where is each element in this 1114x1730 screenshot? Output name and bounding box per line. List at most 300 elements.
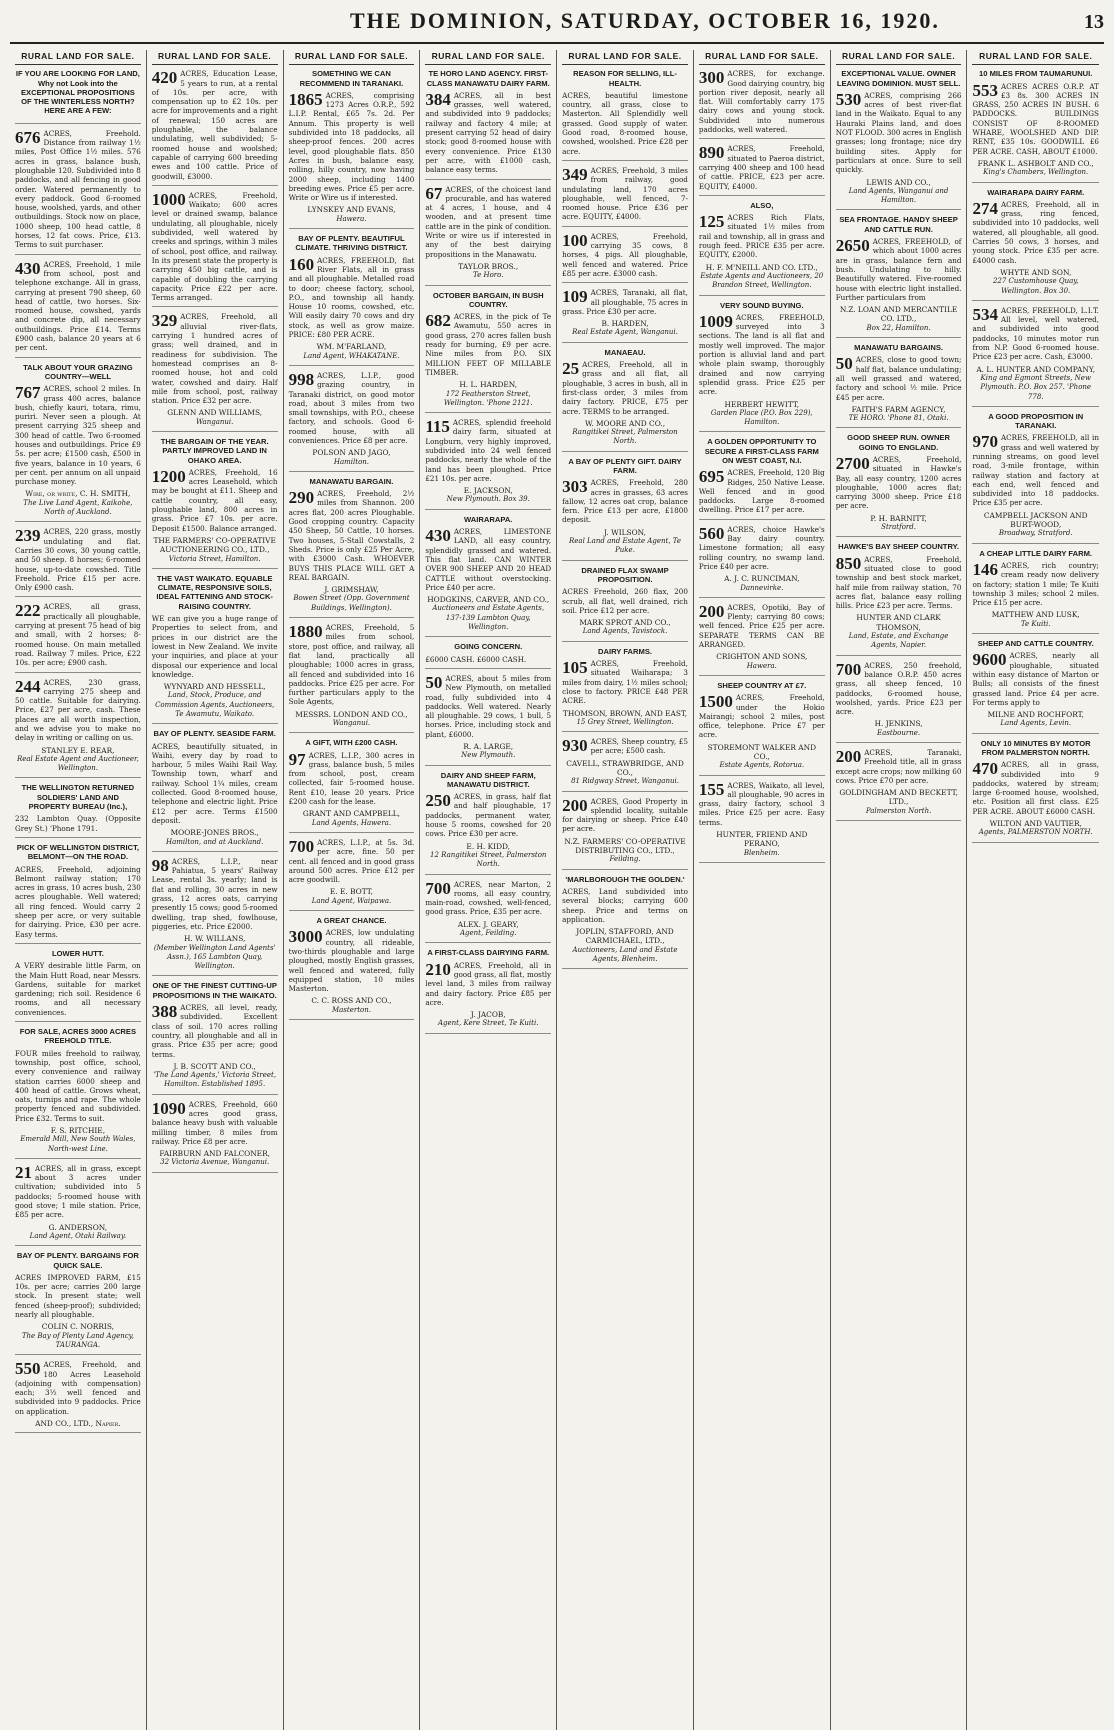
agent-address: 15 Grey Street, Wellington. [576,717,674,726]
ad-text: ACRES, FREEHOLD, of which about 1000 acres are in grass, balance fern and bush. Undulating to hilly. Beautifully watered. Five-roomed house with electric light installed. Further particulars from [835,237,962,302]
ad-heading: IF YOU ARE LOOKING FOR LAND, Why not Look into the EXCEPTIONAL PROPOSITIONS OF THE WINTERLESS NORTH? HERE ARE A FEW: [15,69,140,116]
acreage-number: 1009 [698,311,733,331]
acreage-number: 200 [562,795,588,815]
ad-heading: MANAWATU BARGAIN. [309,476,394,486]
acreage-number: 125 [698,212,725,232]
ad-body [289,91,415,203]
agent-name: E. H. KIDD, [466,841,511,851]
ad-body [152,69,278,181]
ad-body [562,360,688,416]
classified-ad [15,260,141,358]
acreage-number: 50 [425,672,443,692]
ad-body [836,661,962,717]
classified-ad [972,306,1099,407]
classified-ad [972,739,1099,843]
agent-name: TAYLOR BROS., [458,261,519,271]
acreage-number: 1865 [288,89,323,109]
ad-heading: VERY SOUND BUYING. [720,300,804,310]
classified-ad [836,748,962,821]
column-heading: RURAL LAND FOR SALE. [15,50,141,65]
ad-text: FOUR miles freehold to railway, township, post office, school, every convenience and railway station carries 6000 sheep and 400 head of cattle. Grows wheat, oats, turnips and rape. The whole property fenced and subdivided. Price £32. Terms to suit. [15,1048,141,1123]
ad-heading: 10 MILES FROM TAUMARUNUI. [979,69,1093,79]
agent-name: J. WILSON, [604,527,646,537]
ad-body [15,602,141,667]
ad-body [152,742,278,826]
ad-text: ACRES, L.I.P., near Pahiatua, 5 years' Railway Lease, rental 3s. yearly; land is flat and rolling, 30 acres in new grass, 12 acres oats, carrying presently 15 cows; good 5-roomed dwelling, trap shed, fowlhouse, piggeries, etc. Price £2000. [151,856,278,931]
acreage-number: 388 [151,1002,178,1022]
ad-heading: THE VAST WAIKATO. EQUABLE CLIMATE, RESPONSIVE SOILS, IDEAL FATTENING AND STOCK-RAISING COUNTRY. [156,573,273,611]
ad-body [15,865,141,939]
ad-body [152,312,278,405]
classified-ad [562,875,688,970]
acreage-number: 420 [151,68,178,88]
ad-text: ACRES, nearly all ploughable, situated within easy distance of Marton or Bulls; all consists of the finest grassed land. Price £4 per acre. For terms apply to [972,651,1099,707]
ad-text: ACRES, Freehold, all in grass, ring fenced, subdivided into 10 paddocks, well watered, all ploughable, all good. Carries 50 cows, 3 horses, and young stock. Price £35 per acre. £4000 cash. [972,199,1099,265]
agent-name: C. C. ROSS AND CO., [311,996,392,1006]
classified-ad [289,916,415,1020]
ad-text: ACRES IMPROVED FARM, £15 10s. per acre; carries 200 large stock. In present state; well fenced (sheep-proof); subdivided; nearly all ploughable. [15,1272,141,1320]
ad-text: ACRES, all in best grasses, well watered, and subdivided into 9 paddocks; railway and factory 4 mile; at present carrying 52 head of dairy stock; good 8-roomed house with every convenience. Price £130 per acre, with £1000 cash, balance easy terms. [425,90,552,175]
ad-text: ACRES, Freehold, situated close to good township and best stock market, half mile from railway station, 70 acres flat, balance easy rolling hills. Price £23 per acre. Terms. [835,554,962,611]
ad-body [699,144,825,190]
classified-ad [425,674,551,766]
acreage-number: 3000 [288,927,323,947]
classified-ad [425,642,551,669]
acreage-number: 146 [972,559,998,579]
ad-heading: MANAEAU. [604,347,646,357]
ad-body [972,200,1099,265]
acreage-number: 115 [425,417,450,437]
agent-address: Stratford. [881,523,916,532]
agent-name: HODGKINS, CARVER, AND CO., [427,595,550,605]
ad-body [972,651,1099,707]
agent-name: WHYTE AND SON, [1000,267,1072,277]
page-number: 13 [1084,11,1104,33]
ad-text: ACRES, Sheep country, £5 per acre; £500 cash. [590,737,688,756]
ad-text: ACRES, Taranaki, all flat, all ploughable, 75 acres in grass. Price £30 per acre. [562,288,688,316]
classified-ad [836,215,962,338]
agent-name: JOPLIN, STAFFORD, AND CARMICHAEL, LTD., [576,927,674,946]
acreage-number: 553 [972,80,998,100]
agent-name: MESSRS. LONDON AND CO., [295,709,408,719]
agent-name: COLIN C. NORRIS, [41,1322,114,1332]
agent-name: P. H. BARNITT, [870,513,927,523]
classified-ad [562,647,688,732]
ad-heading: A GOLDEN OPPORTUNITY TO SECURE A FIRST-CLASS FARM ON WEST COAST, N.I. [704,437,819,465]
ad-heading: TE HORO LAND AGENCY. FIRST-CLASS MANAWATU DAIRY FARM. [426,69,550,88]
ad-heading: BAY OF PLENTY. SEASIDE FARM. [153,729,276,739]
ad-body [425,961,551,1007]
acreage-number: 930 [562,736,588,756]
ad-body [699,693,825,739]
agent-address: Land Agent, Otaki Railway. [29,1231,127,1240]
agent-name: HERBERT HEWITT, [724,399,800,409]
classified-ad [836,343,962,428]
agent-address: New Plymouth. [461,751,516,760]
classified-ad [699,437,825,519]
ad-text: ACRES Freehold, 260 flax, 200 scrub, all flat, well drained, rich soil. Price £12 per acre. [562,587,688,615]
ad-heading: 'MARLBOROUGH THE GOLDEN.' [565,874,685,884]
agent-address: Real Estate Agent, Wanganui. [572,328,678,337]
classified-ad [15,1360,141,1433]
agent-name: ALEX. J. GEARY, [457,919,519,929]
classified-ad [425,771,551,875]
agent-name: POLSON AND JAGO, [312,448,391,458]
ad-body [15,961,141,1017]
ad-body [972,306,1099,362]
agent-name: STANLEY E. REAR, [41,745,115,755]
agent-name: CAMPBELL JACKSON AND BURT-WOOD, [983,510,1088,530]
ad-text: ACRES, school 2 miles. In grass 400 acres, balance bush, chiefly kauri, totara, rimu, puriri. Never seen a plough. At present carrying 325 sheep and 300 head of cattle. Two 6-roomed houses and outbuildings. Price £9 5s. per acre; £1500 cash, £500 in five years, balance in 10 years, 6 per cent. per annum on all unpaid purchase money. [15,384,141,487]
agent-name: WM. M'FARLAND, [316,342,387,352]
ad-heading: GOOD SHEEP RUN. OWNER GOING TO ENGLAND. [847,433,950,452]
ad-body [836,237,962,302]
acreage-number: 430 [15,258,41,278]
classified-ad [425,69,551,179]
classified-ad [15,1251,141,1355]
column-heading: RURAL LAND FOR SALE. [836,50,962,65]
agent-address: Dannevirke. [740,583,784,592]
classified-ad [15,602,141,672]
acreage-number: 767 [15,383,41,403]
acreage-number: 105 [562,658,588,678]
agent-address: Hamilton. [333,457,370,466]
ad-text: ACRES, in grass, half flat and half ploughable, 17 paddocks, permanent water, house 5 rooms, cowshed for 20 cows. Price £30 per acre. [425,792,552,839]
agent-address: (Member Wellington Land Agents' Assn.), 165 Lambton Quay, Wellington. [153,943,276,971]
ad-body [15,814,141,833]
agent-name: MILNE AND ROCHFORT, [987,710,1084,720]
acreage-number: 676 [15,127,41,147]
agent-name: CRIGHTON AND SONS, [716,652,808,662]
classified-ad [562,737,688,791]
ad-heading: BAY OF PLENTY. BARGAINS FOR QUICK SALE. [16,1251,139,1270]
agent-address: Estate Agents and Auctioneers, 20 Brandon Street, Wellington. [700,271,824,290]
agent-address: Masterton. [331,1005,371,1014]
agent-address: Feilding. [609,855,641,864]
agent-address: 12 Rangitikei Street, Palmerston North. [430,850,547,869]
ad-text: ACRES, Freehold, carrying 35 cows, 8 horses, 4 pigs. All ploughable, well fenced and watered. Price £85 per acre. £3000 cash. [562,231,688,278]
agent-name: Wire, or write, C. H. SMITH, [25,489,131,499]
ad-heading: BAY OF PLENTY. BEAUTIFUL CLIMATE. THRIVING DISTRICT. [295,234,408,253]
ad-body [425,527,551,592]
ad-body [425,312,551,377]
ad-heading: THE WELLINGTON RETURNED SOLDIERS' LAND AND PROPERTY BUREAU (Inc.), [21,783,135,812]
ad-body [836,91,962,175]
classified-ad [289,623,415,733]
agent-name: H. L. HARDEN, [459,380,518,390]
acreage-number: 329 [151,311,178,331]
ad-text: WE can give you a huge range of Properties to select from, and prices in our district are the lowest in New Zealand. We invite your inquiries, and place at your disposal our experience and local knowledge. [151,614,278,679]
classified-ad [289,371,415,472]
ad-body [972,82,1099,156]
ad-body [425,418,551,483]
ad-text: ACRES, Freehold, situated to Paeroa district, carrying 400 sheep and 100 head of cattle. PRICE, £23 per acre. EQUITY, £4000. [698,144,825,191]
ad-body [152,857,278,931]
ad-text: ACRES, Freehold, 660 acres good grass, balance heavy bush with valuable milling timber, 8 miles from railway. Price £8 per acre. [151,1099,278,1146]
agent-address: Te Kuiti. [1020,619,1051,628]
classified-ad [15,678,141,779]
column-1 [10,50,147,1730]
ad-body [699,781,825,827]
agent-name: H. JENKINS, [874,719,923,729]
acreage-number: 98 [151,855,169,875]
ad-text: ACRES, Good Property in splendid locality, suitable for dairying or sheep. Price £40 per acre. [562,796,688,834]
ad-text: £6000 CASH. £6000 CASH. [425,654,527,664]
ad-text: ACRES, splendid freehold dairy farm, situated at Longburn, very highly improved, subdivided into 24 well fenced paddocks, nearly the whole of the land has been ploughed. Price £21 10s. per acre. [425,418,552,483]
ad-body [425,91,551,175]
ad-body [562,587,688,615]
classified-ad [425,291,551,414]
agent-name: GOLDINGHAM AND BECKETT, LTD., [839,788,958,807]
acreage-number: 470 [972,759,998,779]
ad-body [425,185,551,259]
ad-text: ACRES, Taranaki, Freehold title, all in grass except acre crops; now milking 60 cows. Price £70 per acre. [835,748,962,785]
classified-ad [699,69,825,139]
classified-ad [699,201,825,296]
ad-text: ACRES, FREEHOLD, flat River Flats, all in grass and all ploughable. Metalled road to door; cheese factory, school, P.O., and township all handy. House 10 rooms, cowshed, etc. Will easily dairy 70 cows and dry stock, as well as grow maize. PRICE: £80 PER ACRE. [288,255,415,340]
ad-body [152,191,278,303]
agent-name: A. L. HUNTER AND COMPANY, [976,364,1096,374]
agent-name: FAITH'S FARM AGENCY, [851,404,946,414]
ad-body [836,355,962,401]
classified-ad [699,301,825,433]
acreage-number: 1000 [151,189,186,209]
ad-text: ACRES, Freehold, 5 miles from school, store, post office, and railway, all flat land, practically all ploughable; 1000 acres in grass, all fenced and subdivided into 16 paddocks. Price £25 per acre. For further particulars apply to the Sole Agents, [288,623,415,707]
acreage-number: 274 [972,198,998,218]
ad-text: ACRES, FREEHOLD, L.I.T. All level, well watered, and subdivided into good paddocks, 10 minutes motor run from N.P. Good 6-roomed house. Price £23 per acre. Cash, £3000. [972,305,1099,362]
agent-name: J. JACOB, [470,1010,506,1020]
acreage-number: 970 [972,432,998,452]
agent-name: THE FARMERS' CO-OPERATIVE AUCTIONEERING CO., LTD., [153,535,276,555]
ad-body [425,655,551,664]
acreage-number: 349 [562,164,588,184]
agent-address: TE HORO. 'Phone 81, Otaki. [848,414,949,423]
agent-name: WILTON AND VAUTIER, [989,819,1082,829]
ad-heading: MANAWATU BARGAINS. [854,343,944,353]
acreage-number: 303 [562,477,588,497]
column-2 [147,50,284,1730]
ad-text: ACRES, FREEHOLD, all in grass and well watered by running streams, on good level road, 3-mile frontage, within railway station and factory at each end, well fenced and subdivided into 18 paddocks. Price £35 per acre. [972,433,1099,508]
ad-heading: A FIRST-CLASS DAIRYING FARM. [427,948,550,958]
ad-text: ACRES, Freehold. Distance from railway 1½ miles, Post Office 1½ miles. 576 acres in grass, balance bush, ploughable 120. Subdivided into 8 paddocks, and all fencing in good order. Watered permanently to every paddock. Good 6-roomed house, woolshed, yards, and other outbuildings. Stock now on place, 1000 sheep, 100 head cattle, 8 horses, 12 fat cows. Price, £13. Terms to suit purchaser. [15,128,141,250]
agent-address: The Bay of Plenty Land Agency, TAURANGA. [21,1331,134,1349]
ad-body [15,527,141,592]
agent-address: The Live Land Agent, Kaikohe, North of Auckland. [23,498,133,517]
classified-ad [152,312,278,432]
ad-text: ACRES, comprising 1273 Acres O.R.P., 592 L.I.P. Rental, £65 7s. 2d. Per Annum. This property is well subdivided into 18 paddocks, all sheep-proof fences. 200 acres level, good ploughable flats. 850 Acres in bush, balance easy, rolling, hilly country, now having 2000 sheep, including 1400 breeding ewes. Price £5 per acre. Write or Wire us if interested. [288,90,415,203]
ad-text: ACRES, Freehold, 120 Big Ridges, 250 Native Lease. Well fenced and in good paddocks. Large 8-roomed dwelling. Price £17 per acre. [698,468,825,515]
acreage-number: 700 [425,878,451,898]
agent-address: King's Chambers, Wellington. [983,168,1089,177]
classified-ad [152,437,278,569]
classified-ad [562,288,688,342]
ad-body [289,371,415,445]
agent-address: Agent, Feilding. [459,929,517,938]
ad-text: ACRES, L.I.P., at 5s. 3d. per acre, fine. 50 per cent. all fenced and in good grass around 500 acres. Price £12 per acre goodwill. [288,837,415,885]
agent-name: A. J. C. RUNCIMAN, [724,574,800,584]
ad-body [15,1360,141,1416]
acreage-number: 1880 [288,622,323,642]
agent-address: Land, Estate, and Exchange Agents, Napier. [848,632,949,650]
ad-text: ACRES, of the choicest land procurable, and has watered at 4 acres, 1 house, and 4 wooden, and at present time cattle are in the pink of condition. Write or wire us if interested in any of the best dairying propositions in the Manawatu. [425,184,552,259]
ad-heading: ONLY 10 MINUTES BY MOTOR FROM PALMERSTON NORTH. [980,738,1091,757]
ad-body [15,384,141,486]
acreage-number: 560 [698,523,725,543]
agent-name: GRANT AND CAMPBELL, [302,809,401,819]
acreage-number: 384 [425,89,451,109]
ad-body [15,1164,141,1220]
column-5 [557,50,694,1730]
agent-address: Real Land and Estate Agent, Te Puke. [568,537,682,555]
ad-text: ACRES, Opotiki, Bay of Plenty; carrying 80 cows; well fenced. Price £25 per acre. SEPARATE TERMS CAN BE ARRANGED. [698,602,825,650]
ad-body [152,1003,278,1059]
agent-address: Broadway, Stratford. [998,529,1073,538]
ad-body [289,838,415,884]
agent-address: Victoria Street, Hamilton. [168,554,261,563]
agent-address: Auctioneers and Estate Agents, 137-139 Lambton Quay, Wellington. [432,604,545,632]
classified-ad [699,781,825,863]
ad-text: ACRES, Waikato, all level, all ploughable, 90 acres in grass, dairy factory, school 3 miles. Price £25 per acre. Easy terms. [698,780,825,827]
ad-body [152,1100,278,1146]
ad-heading: HAWKE'S BAY SHEEP COUNTRY. [838,542,959,552]
agent-name: STOREMONT WALKER AND CO., [707,742,816,761]
acreage-number: 21 [15,1162,32,1182]
ad-body [972,561,1099,607]
column-7 [831,50,968,1730]
acreage-number: 1200 [151,466,186,486]
classified-ad [562,69,688,161]
classified-ad [15,363,141,523]
acreage-number: 155 [698,779,725,799]
ad-body [15,1273,141,1319]
ad-body [15,260,141,353]
agent-address: Box 22, Hamilton. [866,323,931,332]
ad-text: ACRES, Freehold, 3 miles from railway, good undulating land, 170 acres ploughable, well fenced, 7-roomed house. Price £36 per acre. EQUITY, £4000. [562,165,688,222]
ad-text: ACRES, all in grass, except about 3 acres under cultivation; subdivided into 5 paddocks; 5-roomed house with good stove; 1 mile station. Price, £85 per acre. [15,1163,141,1220]
ad-heading: TALK ABOUT YOUR GRAZING COUNTRY—WELL [23,362,133,381]
classified-ad [562,457,688,561]
classified-ad [15,949,141,1022]
ad-text: ACRES, L.I.P., 300 acres in grass, balance bush, 5 miles from school, post, cream collected, fair 5-roomed house. Rent £10, lease 20 years. Price £200 cash for the lease. [288,750,415,807]
classified-ad [152,729,278,852]
ad-body [836,455,962,511]
ad-body [562,166,688,222]
ad-heading: LOWER HUTT. [51,948,104,958]
classified-ad [972,412,1099,544]
ad-text: ACRES, Freehold, 1 mile from school, post and telephone exchange. All in grass, carrying at present 790 sheep, 60 head of cattle, two horses. Six-roomed house, cowshed, yards and concrete dip, all necessary outbuildings. Price £14. Terms £900 cash, balance 20 years at 6 per cent. [15,259,141,353]
agent-address: 172 Featherston Street, Wellington. 'Phone 2121. [443,389,533,407]
ad-text: ACRES, all in grass, subdivided into 9 paddocks, watered by stream; large 6-roomed house, woolshed, etc. Position all first class. £25 PER ACRE. ABOUT £6000 CASH. [972,760,1099,816]
acreage-number: 430 [425,526,451,546]
ad-heading: WAIRARAPA. [464,514,513,524]
ad-heading: A GIFT, WITH £200 CASH. [305,738,398,748]
agent-name: MOORE-JONES BROS., [170,828,259,838]
column-heading: RURAL LAND FOR SALE. [152,50,278,65]
ad-text: ACRES, Freehold, all alluvial river-flats, carrying 1 hundred acres of grass; well drained, and in readiness for subdivision. The homestead comprises an 8-roomed house, hot and cold water, cowshed and dairy. Half mile from school, post, railway station. Price £32 per acre. [151,312,278,406]
column-8 [967,50,1104,1730]
masthead [10,8,1104,44]
agent-address: Land Agent, Waipawa. [311,896,392,905]
ad-heading: DAIRY AND SHEEP FARM, MANAWATU DISTRICT. [440,770,536,789]
classified-ad [562,166,688,227]
acreage-number: 200 [698,601,725,621]
ad-text: ACRES, beautiful limestone country, all grass, close to Masterton. All Splendidly well grassed. Good supply of water. Good road, 8-roomed house, cowshed, woolshed. Price £28 per acre. [562,90,688,156]
ad-body [699,313,825,397]
classified-ad [972,639,1099,734]
masthead-title: THE DOMINION, SATURDAY, OCTOBER 16, 1920. [350,8,940,33]
ad-body [562,232,688,278]
acreage-number: 700 [288,836,315,856]
acreage-number: 890 [698,143,725,163]
agent-address: Te Horo. [472,271,504,280]
ad-body [152,614,278,679]
ad-text: ACRES, Land subdivided into several blocks; carrying 600 sheep. Price and terms on application. [562,886,688,924]
classified-ad [15,843,141,944]
ad-body [562,288,688,316]
classified-ad [425,515,551,638]
ad-heading: SHEEP AND CATTLE COUNTRY. [977,639,1094,649]
ad-text: 232 Lambton Quay. (Opposite Grey St.) 'Phone 1791. [15,814,141,833]
ad-body [425,792,551,838]
column-6 [694,50,831,1730]
agent-name: H. F. M'NEILL AND CO. LTD., [705,262,818,272]
ad-body [289,751,415,807]
agent-name: WYNYARD AND HESSELL, [163,682,266,692]
ad-body [425,674,551,739]
acreage-number: 998 [288,369,315,389]
ad-body [15,678,141,743]
classified-ad [699,603,825,676]
column-4 [420,50,557,1730]
acreage-number: 67 [425,183,443,203]
acreage-number: 700 [835,659,862,679]
ad-heading: SEA FRONTAGE. HANDY SHEEP AND CATTLE RUN. [839,215,958,234]
ad-body [699,525,825,571]
acreage-number: 9600 [972,650,1007,670]
classified-ad [425,185,551,286]
column-heading: RURAL LAND FOR SALE. [972,50,1099,65]
ad-body [15,129,141,250]
agent-address: Eastbourne. [877,728,921,737]
ad-body [15,1049,141,1123]
agent-address: Hawera. [336,214,367,223]
ad-text: ACRES ACRES O.R.P. AT £3 8s. 300 ACRES IN GRASS, 250 ACRES IN BUSH. 6 PADDOCKS. BUILDINGS CONSIST OF 8-ROOMED WHARE, WOOLSHED AND DIP. RENT, £35 10s. GOODWILL £6 PER ACRE. CASH, ABOUT £1000. [972,81,1099,156]
ad-heading: OCTOBER BARGAIN, IN BUSH COUNTRY. [432,290,544,309]
classified-ad [152,574,278,724]
classified-ad [152,857,278,977]
agent-address: Real Estate Agent and Auctioneer, Wellington. [16,754,139,773]
classified-ad [289,69,415,229]
classified-ad [152,69,278,186]
classified-ad [15,129,141,255]
ad-text: ACRES, Freehold, and 180 Acres Leasehold (adjoining with compensation) each; 3½ well fenced and subdivided into 9 paddocks. Price on application. [15,1360,141,1416]
ad-text: ACRES, low undulating country, all rideable, two-thirds ploughable and large ploughed, mostly English grasses, well fenced and watered, fully equipped station, 10 miles Masterton. [288,928,415,994]
ad-text: ACRES, near Marton, 2 rooms, all easy country, main-road, cowshed, well-fenced, good grass. Price, £35 per acre. [425,879,552,917]
ad-text: ACRES, LIMESTONE LAND, all easy country, splendidly grassed and watered. This flat land. CAN WINTER OVER 900 SHEEP AND 20 HEAD CATTLE without overstocking. Price £40 per acre. [425,527,552,592]
acreage-number: 25 [562,359,580,379]
ad-heading: EXCEPTIONAL VALUE. OWNER LEAVING DOMINION. MUST SELL. [836,69,961,88]
acreage-number: 244 [15,676,41,696]
ad-text: ACRES, Freehold, adjoining Belmont railway station; 170 acres in grass, 10 acres bush, 230 acres ploughable. Well watered; all ring fenced. Would carry 2 sheep per acre, or very suitable for dairying. Price, £30 per acre. Easy terms. [15,864,141,939]
ad-body [425,880,551,917]
agent-name: E. E. BOTT, [329,887,373,897]
ad-body [699,603,825,649]
agent-address: 'The Land Agents,' Victoria Street, Hamilton. Established 1895. [153,1071,277,1089]
classified-ad [562,232,688,283]
classified-ad [972,188,1099,301]
ad-text: ACRES, 230 grass, carrying 275 sheep and 50 cattle. Suitable for dairying. Price, £27 per acre, cash. These places are all worth inspection, and we advise you to make no delay in writing or calling on us. [15,677,141,743]
acreage-number: 534 [972,304,998,324]
